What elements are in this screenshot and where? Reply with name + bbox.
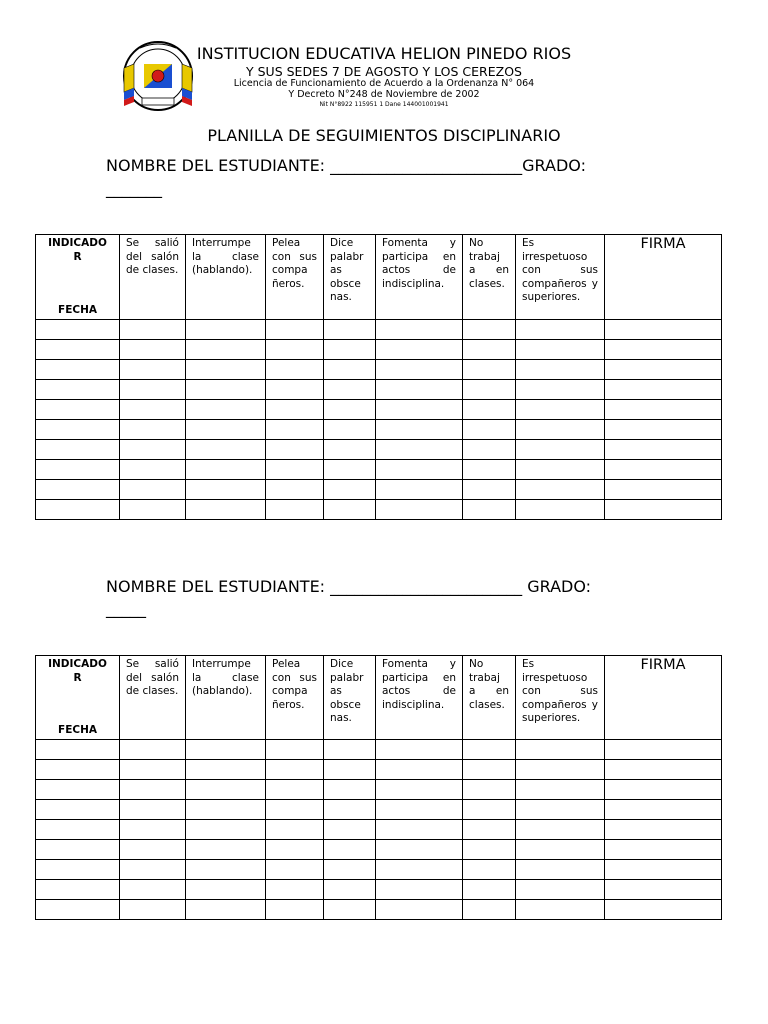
empty-cell[interactable] [36, 760, 120, 780]
fecha-label: FECHA [58, 303, 97, 316]
empty-cell[interactable] [36, 320, 120, 340]
indicator-label: INDICADO R [48, 237, 107, 263]
empty-cell[interactable] [120, 320, 186, 340]
empty-cell[interactable] [376, 420, 463, 440]
empty-cell[interactable] [463, 360, 516, 380]
empty-cell[interactable] [120, 780, 186, 800]
empty-cell[interactable] [376, 440, 463, 460]
decree-line: Y Decreto N°248 de Noviembre de 2002 [288, 89, 480, 100]
empty-cell[interactable] [463, 760, 516, 780]
table-row [36, 360, 722, 380]
table-row [36, 860, 722, 880]
empty-cell[interactable] [376, 860, 463, 880]
empty-cell[interactable] [120, 840, 186, 860]
col-header-disrespect: Es irrespetuoso con sus compañeros y superiores. [516, 235, 605, 320]
empty-cell[interactable] [36, 860, 120, 880]
empty-cell[interactable] [266, 320, 324, 340]
empty-cell[interactable] [376, 340, 463, 360]
empty-cell[interactable] [36, 380, 120, 400]
empty-cell[interactable] [324, 800, 376, 820]
empty-cell[interactable] [120, 820, 186, 840]
empty-cell[interactable] [120, 340, 186, 360]
empty-cell[interactable] [36, 440, 120, 460]
empty-cell[interactable] [266, 500, 324, 520]
empty-cell[interactable] [605, 440, 722, 460]
empty-cell[interactable] [463, 380, 516, 400]
empty-cell[interactable] [463, 840, 516, 860]
empty-cell[interactable] [324, 420, 376, 440]
discipline-table-1 [35, 234, 722, 520]
empty-cell[interactable] [186, 340, 266, 360]
table-row [36, 840, 722, 860]
empty-cell[interactable] [605, 800, 722, 820]
empty-cell[interactable] [376, 480, 463, 500]
empty-cell[interactable] [266, 840, 324, 860]
grade-blank-1: _______ [106, 179, 162, 198]
empty-cell[interactable] [605, 780, 722, 800]
table-row [36, 320, 722, 340]
empty-cell[interactable] [516, 380, 605, 400]
fecha-label: FECHA [58, 723, 97, 736]
empty-cell[interactable] [516, 820, 605, 840]
empty-cell[interactable] [324, 760, 376, 780]
empty-cell[interactable] [605, 400, 722, 420]
table-row [36, 900, 722, 920]
col-header-no-work: No trabaj a en clases. [463, 656, 516, 740]
empty-cell[interactable] [605, 360, 722, 380]
empty-cell[interactable] [324, 460, 376, 480]
empty-cell[interactable] [36, 840, 120, 860]
table-row [36, 480, 722, 500]
empty-cell[interactable] [120, 760, 186, 780]
empty-cell[interactable] [120, 800, 186, 820]
empty-cell[interactable] [36, 880, 120, 900]
empty-cell[interactable] [605, 500, 722, 520]
empty-cell[interactable] [324, 340, 376, 360]
empty-cell[interactable] [605, 460, 722, 480]
empty-cell[interactable] [120, 880, 186, 900]
empty-cell[interactable] [186, 460, 266, 480]
empty-cell[interactable] [516, 860, 605, 880]
col-header-indiscipline: Fomenta y participa en actos de indisciplina. [376, 656, 463, 740]
empty-cell[interactable] [120, 420, 186, 440]
empty-cell[interactable] [186, 740, 266, 760]
empty-cell[interactable] [376, 780, 463, 800]
col-header-left-room: Se salió del salón de clases. [120, 656, 186, 740]
empty-cell[interactable] [376, 380, 463, 400]
table-row [36, 880, 722, 900]
empty-cell[interactable] [463, 480, 516, 500]
table-row [36, 380, 722, 400]
empty-cell[interactable] [120, 400, 186, 420]
institution-name: INSTITUCION EDUCATIVA HELION PINEDO RIOS [196, 44, 572, 63]
col-header-firma: FIRMA [605, 235, 722, 320]
empty-cell[interactable] [266, 380, 324, 400]
col-header-fights: Pelea con sus compa ñeros. [266, 235, 324, 320]
empty-cell[interactable] [120, 380, 186, 400]
table-row [36, 400, 722, 420]
empty-cell[interactable] [605, 740, 722, 760]
empty-cell[interactable] [463, 400, 516, 420]
empty-cell[interactable] [120, 860, 186, 880]
empty-cell[interactable] [516, 420, 605, 440]
col-header-no-work: No trabaj a en clases. [463, 235, 516, 320]
empty-cell[interactable] [463, 500, 516, 520]
empty-cell[interactable] [186, 380, 266, 400]
table-row [36, 460, 722, 480]
empty-cell[interactable] [516, 400, 605, 420]
table-row [36, 760, 722, 780]
empty-cell[interactable] [120, 440, 186, 460]
col-header-fights: Pelea con sus compa ñeros. [266, 656, 324, 740]
empty-cell[interactable] [36, 460, 120, 480]
empty-cell[interactable] [516, 320, 605, 340]
empty-cell[interactable] [463, 460, 516, 480]
page-title: PLANILLA DE SEGUIMIENTOS DISCIPLINARIO [207, 126, 561, 145]
nit-line: Nit N°8922 115951 1 Dane 144001001941 [319, 101, 449, 108]
empty-cell[interactable] [324, 360, 376, 380]
empty-cell[interactable] [186, 500, 266, 520]
empty-cell[interactable] [266, 340, 324, 360]
col-header-left-room: Se salió del salón de clases. [120, 235, 186, 320]
empty-cell[interactable] [266, 820, 324, 840]
empty-cell[interactable] [324, 860, 376, 880]
indicator-label: INDICADO R [48, 658, 107, 684]
empty-cell[interactable] [266, 900, 324, 920]
empty-cell[interactable] [324, 840, 376, 860]
empty-cell[interactable] [36, 480, 120, 500]
empty-cell[interactable] [186, 900, 266, 920]
discipline-table-2 [35, 655, 722, 920]
grade-blank-2: _____ [106, 599, 146, 618]
empty-cell[interactable] [516, 340, 605, 360]
empty-cell[interactable] [376, 840, 463, 860]
empty-cell[interactable] [463, 340, 516, 360]
empty-cell[interactable] [376, 460, 463, 480]
table-row [36, 420, 722, 440]
table-row [36, 340, 722, 360]
empty-cell[interactable] [186, 420, 266, 440]
empty-cell[interactable] [605, 860, 722, 880]
empty-cell[interactable] [324, 740, 376, 760]
col-header-interrupts: Interrumpe la clase (hablando). [186, 235, 266, 320]
empty-cell[interactable] [463, 860, 516, 880]
table-row [36, 800, 722, 820]
empty-cell[interactable] [36, 500, 120, 520]
empty-cell[interactable] [605, 900, 722, 920]
empty-cell[interactable] [324, 880, 376, 900]
empty-cell[interactable] [463, 440, 516, 460]
empty-cell[interactable] [516, 880, 605, 900]
empty-cell[interactable] [266, 480, 324, 500]
empty-cell[interactable] [516, 760, 605, 780]
empty-cell[interactable] [36, 740, 120, 760]
empty-cell[interactable] [186, 480, 266, 500]
empty-cell[interactable] [36, 340, 120, 360]
empty-cell[interactable] [516, 780, 605, 800]
empty-cell[interactable] [36, 360, 120, 380]
empty-cell[interactable] [186, 360, 266, 380]
empty-cell[interactable] [266, 440, 324, 460]
student-name-line-2: NOMBRE DEL ESTUDIANTE: ________________________ GRADO: [106, 577, 592, 596]
empty-cell[interactable] [266, 400, 324, 420]
empty-cell[interactable] [516, 440, 605, 460]
empty-cell[interactable] [376, 500, 463, 520]
empty-cell[interactable] [605, 840, 722, 860]
col-header-disrespect: Es irrespetuoso con sus compañeros y superiores. [516, 656, 605, 740]
empty-cell[interactable] [186, 880, 266, 900]
col-header-firma: FIRMA [605, 656, 722, 740]
empty-cell[interactable] [36, 420, 120, 440]
empty-cell[interactable] [186, 320, 266, 340]
empty-cell[interactable] [516, 840, 605, 860]
empty-cell[interactable] [605, 340, 722, 360]
empty-cell[interactable] [120, 360, 186, 380]
empty-cell[interactable] [516, 460, 605, 480]
empty-cell[interactable] [463, 800, 516, 820]
empty-cell[interactable] [516, 480, 605, 500]
empty-cell[interactable] [463, 420, 516, 440]
empty-cell[interactable] [605, 320, 722, 340]
empty-cell[interactable] [324, 380, 376, 400]
empty-cell[interactable] [186, 440, 266, 460]
institution-sedes: Y SUS SEDES 7 DE AGOSTO Y LOS CEREZOS [246, 64, 522, 79]
table-row [36, 500, 722, 520]
empty-cell[interactable] [266, 740, 324, 760]
empty-cell[interactable] [36, 780, 120, 800]
empty-cell[interactable] [376, 360, 463, 380]
empty-cell[interactable] [120, 900, 186, 920]
empty-cell[interactable] [516, 500, 605, 520]
empty-cell[interactable] [463, 880, 516, 900]
empty-cell[interactable] [266, 860, 324, 880]
empty-cell[interactable] [120, 500, 186, 520]
empty-cell[interactable] [266, 420, 324, 440]
table-row [36, 440, 722, 460]
col-header-interrupts: Interrumpe la clase (hablando). [186, 656, 266, 740]
empty-cell[interactable] [516, 360, 605, 380]
table-row [36, 780, 722, 800]
empty-cell[interactable] [463, 780, 516, 800]
empty-cell[interactable] [463, 320, 516, 340]
empty-cell[interactable] [516, 740, 605, 760]
empty-cell[interactable] [605, 880, 722, 900]
empty-cell[interactable] [186, 800, 266, 820]
empty-cell[interactable] [605, 420, 722, 440]
empty-cell[interactable] [36, 820, 120, 840]
empty-cell[interactable] [36, 800, 120, 820]
empty-cell[interactable] [36, 900, 120, 920]
empty-cell[interactable] [376, 800, 463, 820]
empty-cell[interactable] [324, 480, 376, 500]
col-header-obscene: Dice palabr as obsce nas. [324, 235, 376, 320]
empty-cell[interactable] [266, 460, 324, 480]
empty-cell[interactable] [266, 360, 324, 380]
empty-cell[interactable] [463, 820, 516, 840]
empty-cell[interactable] [186, 840, 266, 860]
empty-cell[interactable] [324, 820, 376, 840]
empty-cell[interactable] [186, 400, 266, 420]
empty-cell[interactable] [324, 440, 376, 460]
empty-cell[interactable] [376, 320, 463, 340]
empty-cell[interactable] [120, 740, 186, 760]
empty-cell[interactable] [376, 900, 463, 920]
empty-cell[interactable] [266, 780, 324, 800]
empty-cell[interactable] [605, 380, 722, 400]
empty-cell[interactable] [186, 860, 266, 880]
license-line: Licencia de Funcionamiento de Acuerdo a la Ordenanza N° 064 [233, 78, 535, 89]
col-header-indiscipline: Fomenta y participa en actos de indisciplina. [376, 235, 463, 320]
empty-cell[interactable] [266, 760, 324, 780]
student-name-line-1: NOMBRE DEL ESTUDIANTE: ________________________GRADO: [106, 156, 586, 175]
empty-cell[interactable] [120, 480, 186, 500]
empty-cell[interactable] [324, 900, 376, 920]
table-row [36, 820, 722, 840]
empty-cell[interactable] [376, 740, 463, 760]
empty-cell[interactable] [266, 800, 324, 820]
empty-cell[interactable] [376, 880, 463, 900]
empty-cell[interactable] [186, 820, 266, 840]
empty-cell[interactable] [376, 400, 463, 420]
col-header-obscene: Dice palabr as obsce nas. [324, 656, 376, 740]
empty-cell[interactable] [376, 820, 463, 840]
empty-cell[interactable] [324, 400, 376, 420]
empty-cell[interactable] [266, 880, 324, 900]
empty-cell[interactable] [324, 780, 376, 800]
empty-cell[interactable] [516, 800, 605, 820]
empty-cell[interactable] [186, 780, 266, 800]
empty-cell[interactable] [324, 500, 376, 520]
empty-cell[interactable] [120, 460, 186, 480]
empty-cell[interactable] [605, 820, 722, 840]
indicator-header [36, 656, 120, 740]
empty-cell[interactable] [516, 900, 605, 920]
empty-cell[interactable] [605, 480, 722, 500]
empty-cell[interactable] [463, 900, 516, 920]
empty-cell[interactable] [186, 760, 266, 780]
empty-cell[interactable] [36, 400, 120, 420]
empty-cell[interactable] [463, 740, 516, 760]
empty-cell[interactable] [376, 760, 463, 780]
table-row [36, 740, 722, 760]
indicator-header [36, 235, 120, 320]
empty-cell[interactable] [324, 320, 376, 340]
empty-cell[interactable] [605, 760, 722, 780]
